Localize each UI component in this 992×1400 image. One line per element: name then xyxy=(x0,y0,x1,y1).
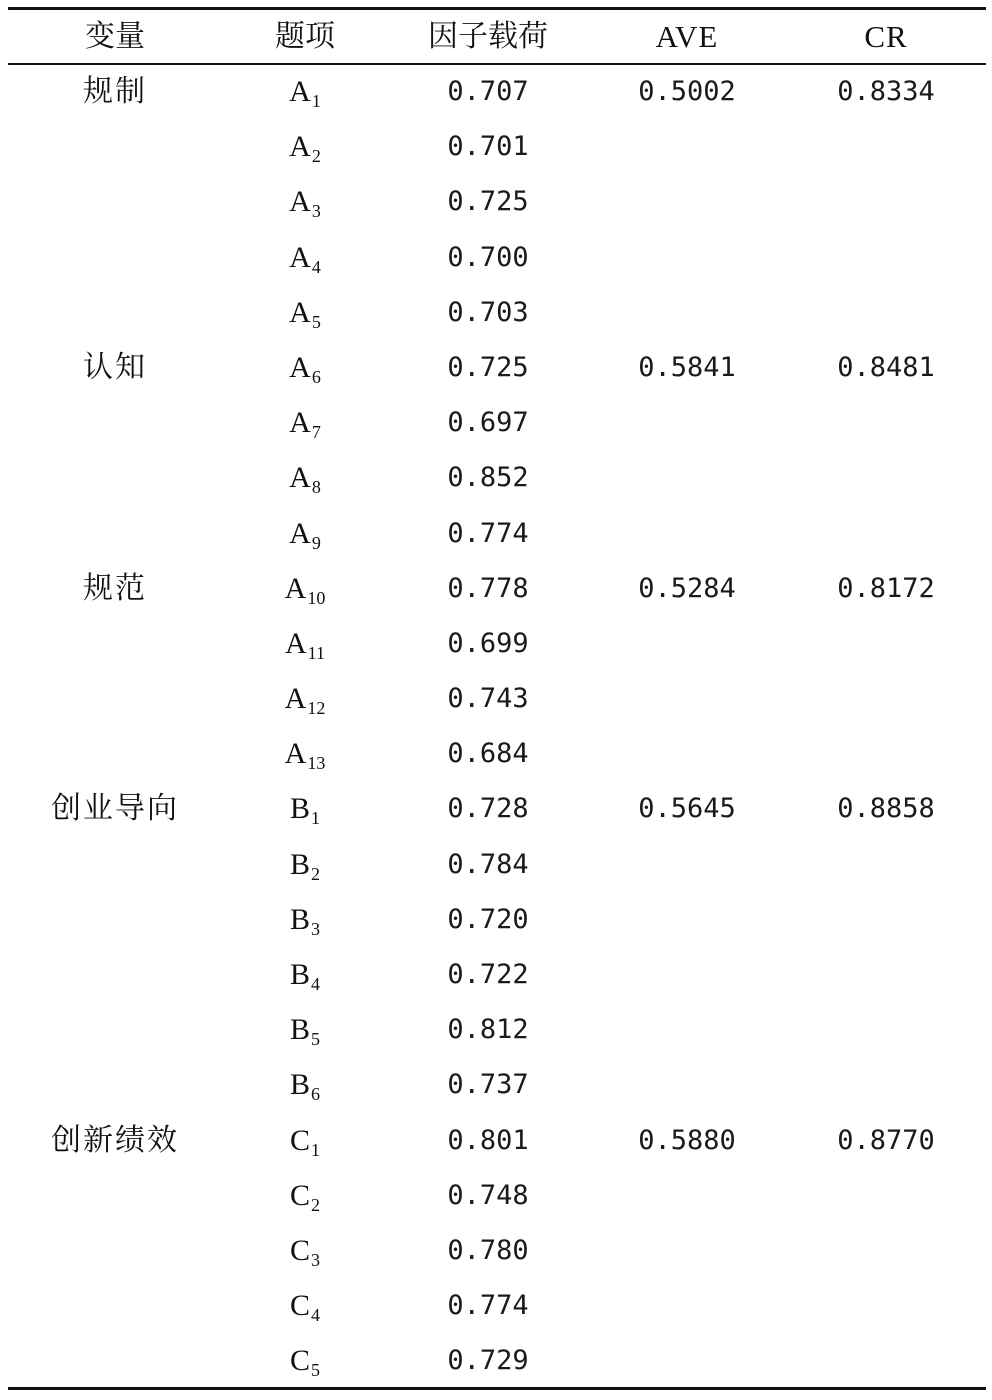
table-row xyxy=(0,892,992,947)
table-bottom-rule xyxy=(8,1387,986,1390)
item-subscript: 7 xyxy=(311,422,321,443)
item-cell xyxy=(205,1278,405,1333)
loading-cell: 0.801 xyxy=(447,1124,529,1156)
cr-cell xyxy=(786,947,986,1002)
loading-cell: 0.778 xyxy=(447,572,529,604)
item-cell xyxy=(205,947,405,1002)
item-cell xyxy=(205,837,405,892)
loading-cell: 0.697 xyxy=(447,407,529,439)
table-row xyxy=(0,1113,992,1168)
table-row xyxy=(0,837,992,892)
table-row xyxy=(0,174,992,229)
ave-cell xyxy=(587,947,787,1002)
item-cell xyxy=(205,616,405,671)
variable-cell xyxy=(15,1278,215,1333)
header-factor-loading: 因子载荷 xyxy=(428,19,548,54)
loading-cell: 0.684 xyxy=(447,738,529,770)
table-row xyxy=(0,616,992,671)
variable-cell xyxy=(15,726,215,781)
item-cell xyxy=(205,506,405,561)
item-letter: B xyxy=(289,1068,310,1102)
table-body xyxy=(0,64,992,1389)
table-row xyxy=(0,395,992,450)
loading-cell: 0.852 xyxy=(447,462,529,494)
cr-cell: 0.8481 xyxy=(837,351,935,383)
item-subscript: 10 xyxy=(307,587,326,608)
item-subscript: 4 xyxy=(311,974,320,994)
loading-cell: 0.812 xyxy=(447,1014,529,1046)
item-cell xyxy=(205,781,405,836)
cr-cell xyxy=(786,616,986,671)
item-letter: A xyxy=(289,185,311,219)
item-letter: A xyxy=(284,571,307,605)
ave-cell xyxy=(587,450,787,505)
item-subscript: 1 xyxy=(311,1139,320,1160)
item-letter: A xyxy=(289,75,311,108)
ave-cell: 0.5880 xyxy=(638,1124,736,1156)
loading-cell: 0.700 xyxy=(447,241,529,273)
item-subscript: 5 xyxy=(311,311,321,332)
table-row xyxy=(0,340,992,395)
variable-cell xyxy=(15,947,215,1002)
loading-cell: 0.722 xyxy=(447,959,529,990)
cr-cell xyxy=(786,450,986,505)
ave-cell xyxy=(587,616,787,671)
table-row xyxy=(0,1223,992,1278)
item-letter: A xyxy=(289,461,311,495)
item-letter: C xyxy=(289,1344,310,1378)
variable-cell xyxy=(15,119,215,174)
variable-cell xyxy=(15,671,215,726)
item-cell xyxy=(205,561,405,616)
cr-cell xyxy=(786,1168,986,1223)
ave-cell: 0.5284 xyxy=(638,572,736,604)
item-subscript: 6 xyxy=(311,366,321,387)
table-row xyxy=(0,1333,992,1388)
loading-cell: 0.774 xyxy=(447,1290,529,1322)
item-cell xyxy=(205,1333,405,1388)
item-letter: A xyxy=(289,406,311,440)
table-row xyxy=(0,1278,992,1333)
table-row xyxy=(0,671,992,726)
variable-cell xyxy=(15,1223,215,1278)
variable-cell xyxy=(15,616,215,671)
ave-cell xyxy=(587,285,787,340)
item-letter: A xyxy=(289,516,311,550)
cr-cell: 0.8172 xyxy=(837,572,935,604)
header-ave: AVE xyxy=(655,19,719,54)
loading-cell: 0.703 xyxy=(447,296,529,328)
loading-cell: 0.743 xyxy=(447,683,529,715)
variable-cell: 认知 xyxy=(83,349,147,385)
ave-cell xyxy=(587,892,787,947)
loading-cell: 0.707 xyxy=(447,76,529,107)
item-subscript: 6 xyxy=(311,1084,320,1105)
ave-cell: 0.5002 xyxy=(638,76,736,107)
cr-cell xyxy=(786,1002,986,1057)
variable-cell xyxy=(15,230,215,285)
cr-cell: 0.8770 xyxy=(837,1124,935,1156)
cr-cell xyxy=(786,1333,986,1388)
item-cell xyxy=(205,119,405,174)
item-subscript: 5 xyxy=(311,1360,320,1381)
item-cell xyxy=(205,285,405,340)
variable-cell xyxy=(15,285,215,340)
variable-cell xyxy=(15,506,215,561)
item-subscript: 9 xyxy=(311,532,321,553)
item-letter: A xyxy=(289,295,311,329)
cr-cell xyxy=(786,1278,986,1333)
loading-cell: 0.780 xyxy=(447,1234,529,1266)
ave-cell xyxy=(587,119,787,174)
item-subscript: 11 xyxy=(307,642,325,663)
cr-cell xyxy=(786,671,986,726)
item-subscript: 2 xyxy=(311,1194,320,1215)
item-subscript: 1 xyxy=(311,808,320,829)
cr-cell: 0.8334 xyxy=(837,76,935,107)
loading-cell: 0.725 xyxy=(447,186,529,218)
table-row xyxy=(0,1002,992,1057)
item-cell xyxy=(205,1002,405,1057)
ave-cell xyxy=(587,506,787,561)
cr-cell xyxy=(786,395,986,450)
table-row xyxy=(0,561,992,616)
header-variable: 变量 xyxy=(85,19,145,54)
item-cell xyxy=(205,1113,405,1168)
ave-cell: 0.5841 xyxy=(638,351,736,383)
loading-cell: 0.725 xyxy=(447,351,529,383)
table-row xyxy=(0,726,992,781)
header-cr: CR xyxy=(864,19,908,54)
item-letter: B xyxy=(289,847,310,881)
item-letter: A xyxy=(284,737,307,771)
cr-cell xyxy=(786,119,986,174)
cr-cell xyxy=(786,726,986,781)
ave-cell xyxy=(587,1168,787,1223)
table-row xyxy=(0,781,992,836)
table-row xyxy=(0,230,992,285)
variable-cell: 创业导向 xyxy=(51,791,179,827)
table-row xyxy=(0,450,992,505)
variable-cell xyxy=(15,395,215,450)
cr-cell xyxy=(786,506,986,561)
ave-cell xyxy=(587,395,787,450)
variable-cell: 创新绩效 xyxy=(51,1122,179,1158)
table-header xyxy=(0,10,992,63)
item-letter: B xyxy=(289,1013,310,1047)
item-letter: C xyxy=(289,1233,310,1267)
loading-cell: 0.784 xyxy=(447,848,529,880)
cr-cell xyxy=(786,174,986,229)
variable-cell xyxy=(15,174,215,229)
item-letter: A xyxy=(289,130,311,164)
variable-cell xyxy=(15,837,215,892)
item-subscript: 1 xyxy=(311,91,321,111)
table-row xyxy=(0,64,992,119)
cr-cell xyxy=(786,1057,986,1112)
item-subscript: 12 xyxy=(307,698,326,719)
loading-cell: 0.748 xyxy=(447,1179,529,1211)
header-item: 题项 xyxy=(275,19,335,54)
ave-cell xyxy=(587,1223,787,1278)
ave-cell xyxy=(587,726,787,781)
cr-cell xyxy=(786,1223,986,1278)
cr-cell xyxy=(786,837,986,892)
item-cell xyxy=(205,450,405,505)
item-subscript: 3 xyxy=(311,1249,320,1270)
item-subscript: 8 xyxy=(311,477,321,498)
cr-cell xyxy=(786,892,986,947)
item-cell xyxy=(205,892,405,947)
item-letter: A xyxy=(289,240,311,274)
loading-cell: 0.728 xyxy=(447,793,529,825)
variable-cell xyxy=(15,1333,215,1388)
item-cell xyxy=(205,395,405,450)
loading-cell: 0.720 xyxy=(447,903,529,935)
table-row xyxy=(0,1057,992,1112)
ave-cell xyxy=(587,671,787,726)
item-cell xyxy=(205,1057,405,1112)
item-letter: B xyxy=(289,958,310,991)
ave-cell xyxy=(587,230,787,285)
variable-cell xyxy=(15,1002,215,1057)
item-cell xyxy=(205,1168,405,1223)
variable-cell xyxy=(15,1057,215,1112)
loading-cell: 0.774 xyxy=(447,517,529,549)
item-letter: C xyxy=(289,1289,310,1323)
ave-cell xyxy=(587,837,787,892)
variable-cell: 规制 xyxy=(83,74,147,109)
item-cell xyxy=(205,174,405,229)
item-cell xyxy=(205,230,405,285)
table-row xyxy=(0,119,992,174)
ave-cell xyxy=(587,174,787,229)
variable-cell xyxy=(15,1168,215,1223)
item-cell xyxy=(205,726,405,781)
item-cell xyxy=(205,340,405,395)
loading-cell: 0.737 xyxy=(447,1069,529,1101)
variable-cell: 规范 xyxy=(83,570,147,606)
item-letter: C xyxy=(289,1178,310,1212)
item-letter: A xyxy=(289,350,311,384)
ave-cell xyxy=(587,1002,787,1057)
ave-cell xyxy=(587,1057,787,1112)
item-letter: C xyxy=(289,1123,310,1157)
variable-cell xyxy=(15,892,215,947)
item-subscript: 13 xyxy=(307,753,326,774)
item-cell xyxy=(205,64,405,119)
variable-cell xyxy=(15,450,215,505)
item-cell xyxy=(205,1223,405,1278)
loading-cell: 0.729 xyxy=(447,1345,529,1377)
ave-cell xyxy=(587,1278,787,1333)
ave-cell xyxy=(587,1333,787,1388)
loading-cell: 0.701 xyxy=(447,131,529,163)
table-row xyxy=(0,506,992,561)
table-row xyxy=(0,285,992,340)
item-subscript: 3 xyxy=(311,201,321,222)
table-row xyxy=(0,947,992,1002)
cr-cell: 0.8858 xyxy=(837,793,935,825)
item-letter: B xyxy=(289,902,310,936)
item-subscript: 3 xyxy=(311,918,320,939)
loading-cell: 0.699 xyxy=(447,627,529,659)
cr-cell xyxy=(786,285,986,340)
item-subscript: 4 xyxy=(311,256,321,277)
item-subscript: 4 xyxy=(311,1305,320,1326)
cr-cell xyxy=(786,230,986,285)
item-cell xyxy=(205,671,405,726)
item-letter: A xyxy=(284,626,307,660)
item-subscript: 5 xyxy=(311,1029,320,1050)
item-subscript: 2 xyxy=(311,146,321,167)
table-row xyxy=(0,1168,992,1223)
item-subscript: 2 xyxy=(311,863,320,884)
ave-cell: 0.5645 xyxy=(638,793,736,825)
item-letter: A xyxy=(284,682,307,716)
item-letter: B xyxy=(289,792,310,826)
